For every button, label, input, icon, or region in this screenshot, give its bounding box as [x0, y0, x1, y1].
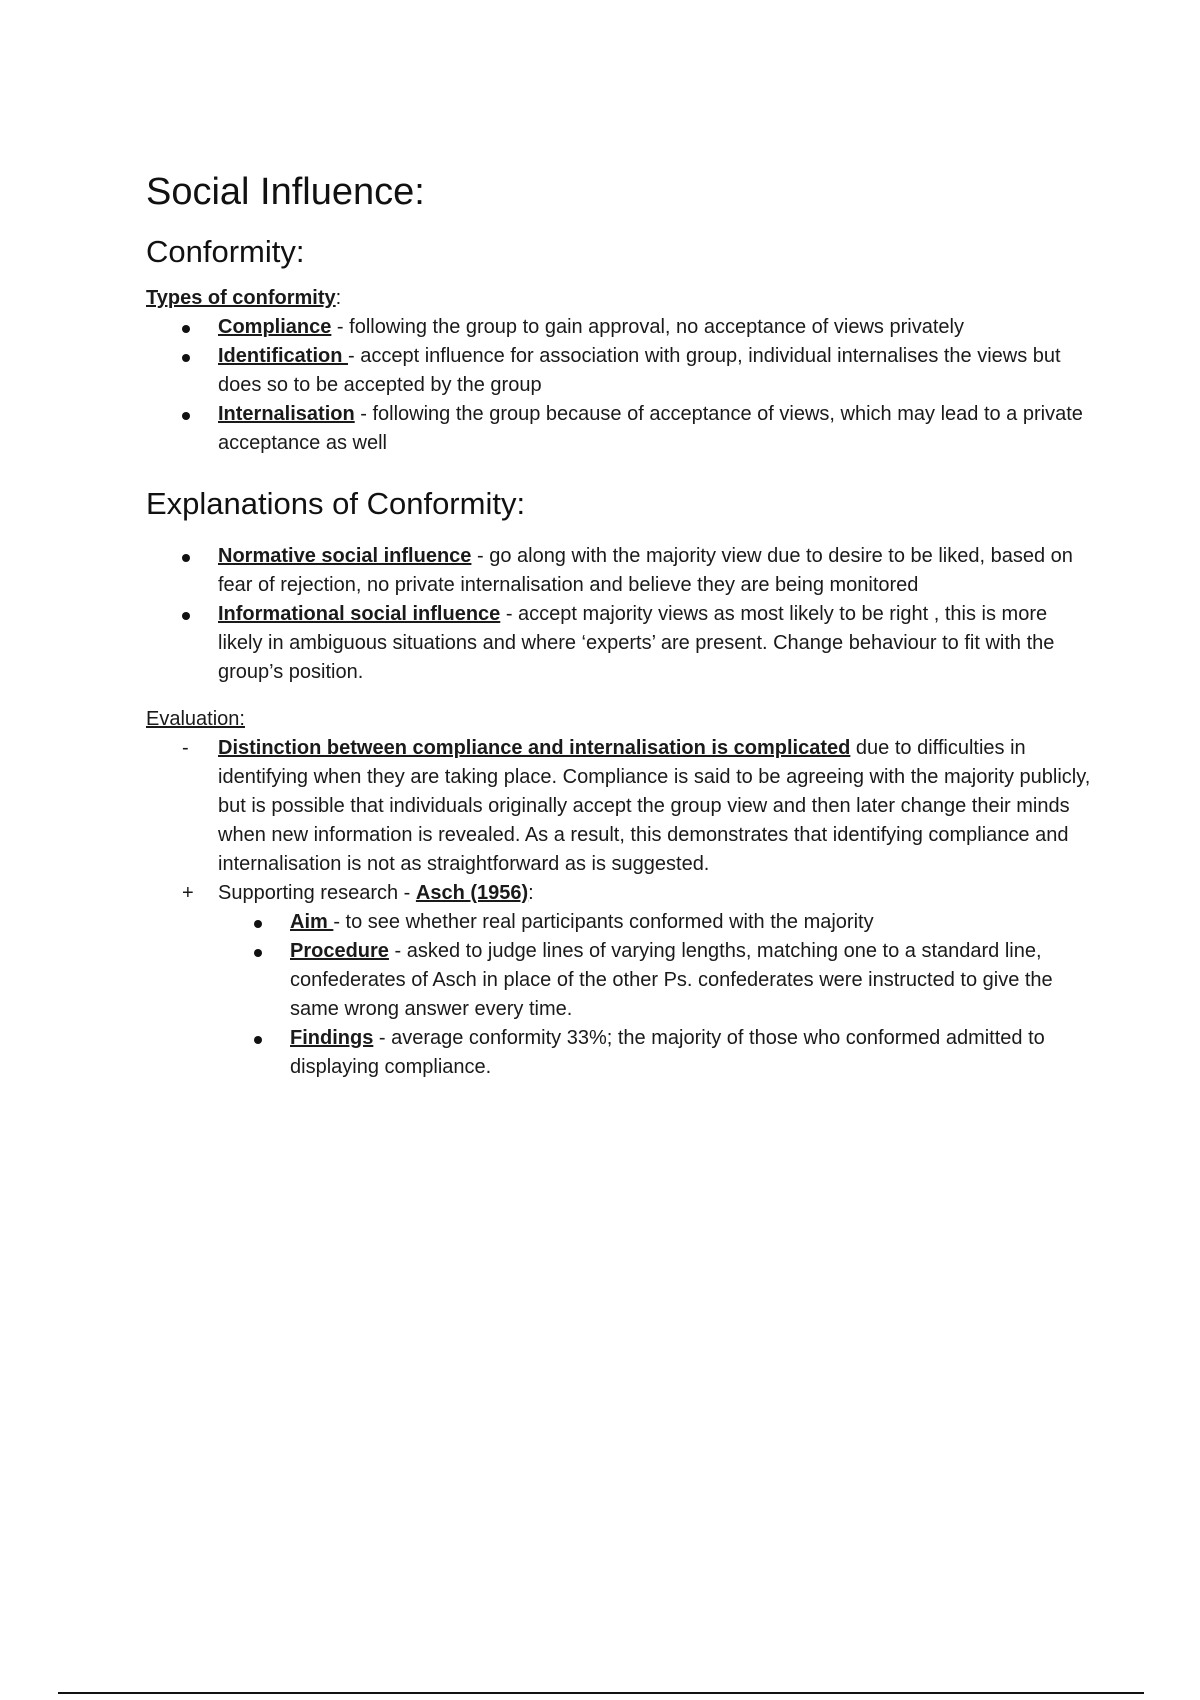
- types-of-conformity-label: [146, 284, 1096, 313]
- evaluation-list: [146, 734, 1096, 879]
- list-item-term: Aim: [290, 911, 334, 933]
- research-prefix: Supporting research -: [218, 882, 416, 904]
- list-item: [146, 542, 1096, 600]
- conformity-heading: Conformity:: [146, 234, 305, 269]
- page-title: Social Influence:: [146, 171, 425, 213]
- asch-study-list: [218, 908, 1096, 1082]
- evaluation-label-text: Evaluation:: [146, 708, 245, 730]
- types-label-colon: :: [335, 287, 342, 309]
- evaluation-label: [146, 705, 1096, 734]
- list-item-text: - following the group to gain approval, no acceptance of views privately: [331, 316, 964, 338]
- list-item-text: - average conformity 33%; the majority of those who conformed admitted to displaying compliance.: [290, 1027, 1045, 1078]
- footer-divider: [58, 1692, 1144, 1694]
- list-item-term: Compliance: [218, 316, 332, 338]
- dash-marker: -: [182, 737, 189, 759]
- list-item: [146, 313, 1096, 342]
- list-item-text: due to difficulties in identifying when they are taking place. Compliance is said to be agreeing with the majority publicly, but is possible that individuals originally accept the group view and then later change their minds when new information is revealed. As a result, this demonstrates that identifying compliance and internalisation is not as straightforward as is suggested.: [218, 737, 1091, 875]
- document-page: [146, 168, 1096, 1082]
- list-item-term: Procedure: [290, 940, 389, 962]
- list-item: [146, 734, 1096, 879]
- list-item: [146, 342, 1096, 400]
- explanations-list: [146, 542, 1096, 687]
- list-item: [218, 1024, 1096, 1082]
- list-item-text: - accept majority views as most likely to be right , this is more likely in ambiguous situations and where ‘experts’ are present. Change behaviour to fit with the group’s position.: [218, 603, 1055, 683]
- list-item-text: - asked to judge lines of varying lengths, matching one to a standard line, confederates of Asch in place of the other Ps. confederates were instructed to give the same wrong answer every time.: [290, 940, 1053, 1020]
- types-list: [146, 313, 1096, 458]
- list-item-text: - go along with the majority view due to desire to be liked, based on fear of rejection, no private internalisation and believe they are being monitored: [218, 545, 1073, 596]
- list-item: [218, 908, 1096, 937]
- list-item-term: Internalisation: [218, 403, 355, 425]
- list-item: [146, 600, 1096, 687]
- research-list: [146, 879, 1096, 1082]
- explanations-heading: Explanations of Conformity:: [146, 486, 526, 521]
- types-label-text: Types of conformity: [146, 287, 336, 309]
- research-study: Asch (1956): [415, 882, 529, 904]
- list-item-term: Identification: [218, 345, 348, 367]
- list-item-term: Informational social influence: [218, 603, 501, 625]
- list-item: [146, 879, 1096, 1082]
- evaluation-section: [146, 705, 1096, 1082]
- list-item-term: Distinction between compliance and internalisation is complicated: [218, 737, 851, 759]
- list-item-text: - following the group because of acceptance of views, which may lead to a private acceptance as well: [218, 403, 1083, 454]
- list-item: [218, 937, 1096, 1024]
- list-item: [146, 400, 1096, 458]
- research-suffix: :: [528, 882, 534, 904]
- list-item-term: Findings: [290, 1027, 374, 1049]
- list-item-term: Normative social influence: [218, 545, 472, 567]
- plus-marker: +: [182, 882, 194, 904]
- list-item-text: - accept influence for association with group, individual internalises the views but does so to be accepted by the group: [218, 345, 1061, 396]
- list-item-text: - to see whether real participants conformed with the majority: [333, 911, 874, 933]
